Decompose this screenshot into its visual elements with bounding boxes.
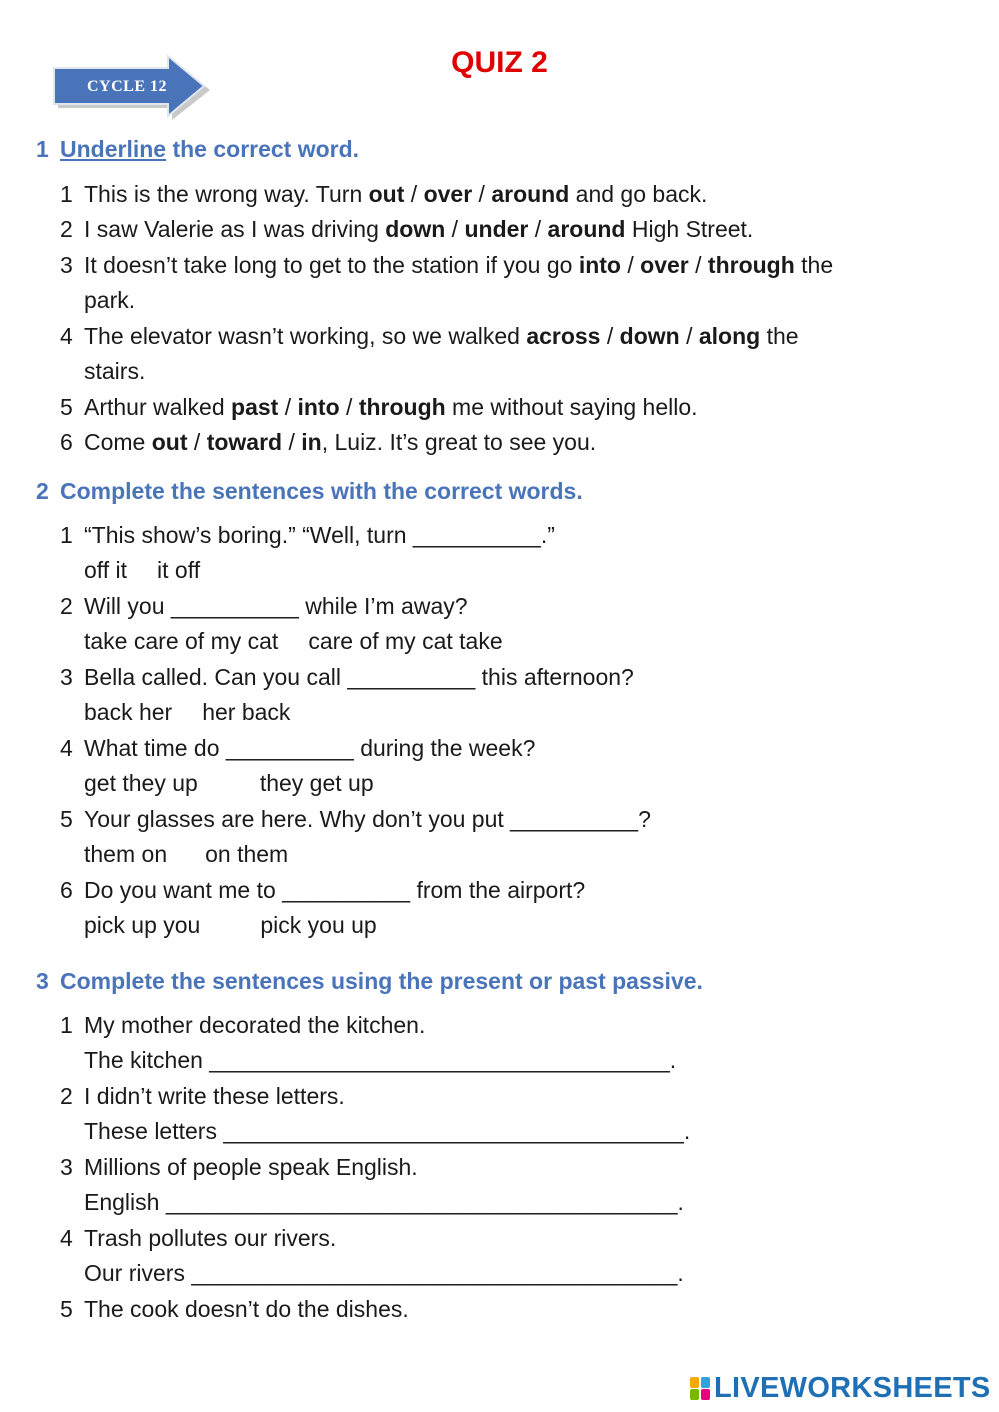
item-text: Come xyxy=(84,429,152,455)
word-option: out xyxy=(151,429,188,455)
word-option: into xyxy=(297,394,340,420)
option-separator: / xyxy=(282,429,302,455)
item-text: What time do __________ during the week? xyxy=(84,735,536,761)
item-number: 5 xyxy=(60,394,73,420)
item-text: I saw Valerie as I was driving xyxy=(84,216,386,242)
exercise-3-item xyxy=(60,1152,418,1182)
answer-options xyxy=(84,839,288,869)
item-number: 6 xyxy=(60,877,73,903)
heading-text: Complete the sentences using the present or past passive. xyxy=(60,968,703,994)
answer-option: take care of my cat xyxy=(84,628,279,654)
option-separator: / xyxy=(445,216,465,242)
word-option: out xyxy=(368,181,405,207)
item-number: 3 xyxy=(60,252,73,278)
word-option: into xyxy=(578,252,621,278)
item-number: 4 xyxy=(60,735,73,761)
heading-text: Complete the sentences with the correct words. xyxy=(60,478,583,504)
answer-options xyxy=(84,555,200,585)
answer-options xyxy=(84,626,503,656)
answer-option: pick you up xyxy=(260,912,377,938)
answer-option: her back xyxy=(202,699,291,725)
item-text: Do you want me to __________ from the airport? xyxy=(84,877,586,903)
exercise-1-item xyxy=(60,250,833,280)
item-text: Bella called. Can you call __________ this afternoon? xyxy=(84,664,634,690)
exercise-3-item xyxy=(60,1081,345,1111)
word-option: toward xyxy=(206,429,283,455)
word-option: through xyxy=(707,252,795,278)
item-number: 2 xyxy=(60,593,73,619)
word-option: across xyxy=(526,323,601,349)
answer-option: on them xyxy=(205,841,289,867)
word-option: around xyxy=(491,181,570,207)
option-separator: / xyxy=(528,216,548,242)
item-number: 2 xyxy=(60,216,73,242)
item-continuation: park. xyxy=(84,287,136,313)
word-option: down xyxy=(619,323,680,349)
liveworksheets-logo-icon xyxy=(690,1375,712,1401)
exercise-2-item xyxy=(60,733,535,763)
item-text: It doesn’t take long to get to the station if you go xyxy=(84,252,579,278)
answer-option: they get up xyxy=(259,770,374,796)
exercise-1-item xyxy=(60,321,799,351)
answer-option: them on xyxy=(84,841,168,867)
item-number: 3 xyxy=(60,664,73,690)
heading-text: the correct word. xyxy=(166,136,360,162)
option-separator: / xyxy=(472,181,492,207)
exercise-2-item xyxy=(60,591,468,621)
exercise-1-item xyxy=(60,179,707,209)
section-1-heading xyxy=(36,136,359,163)
item-text: the xyxy=(794,252,834,278)
item-text: My mother decorated the kitchen. xyxy=(84,1012,426,1038)
word-option: over xyxy=(640,252,689,278)
option-separator: / xyxy=(187,429,207,455)
answer-option: pick up you xyxy=(84,912,201,938)
word-option: along xyxy=(698,323,761,349)
option-separator: / xyxy=(278,394,298,420)
item-number: 6 xyxy=(60,429,73,455)
item-number: 1 xyxy=(60,181,73,207)
answer-option: get they up xyxy=(84,770,198,796)
liveworksheets-logo xyxy=(690,1370,991,1406)
exercise-1-item xyxy=(60,214,753,244)
item-text: Your glasses are here. Why don’t you put __________? xyxy=(84,806,651,832)
word-option: past xyxy=(231,394,279,420)
item-text: The cook doesn’t do the dishes. xyxy=(84,1296,409,1322)
answer-option: back her xyxy=(84,699,173,725)
exercise-2-item xyxy=(60,875,585,905)
answer-options xyxy=(84,697,290,727)
item-text: me without saying hello. xyxy=(445,394,698,420)
option-separator: / xyxy=(620,252,641,278)
answer-prompt: English ________________________________________. xyxy=(84,1189,684,1215)
item-text: “This show’s boring.” “Well, turn __________.” xyxy=(84,522,555,548)
item-number: 4 xyxy=(60,323,73,349)
logo-text: LIVEWORKSHEETS xyxy=(714,1371,991,1404)
item-text: Arthur walked xyxy=(84,394,232,420)
word-option: down xyxy=(385,216,446,242)
item-text: The elevator wasn’t working, so we walked xyxy=(84,323,527,349)
answer-prompt: The kitchen ____________________________________. xyxy=(84,1047,677,1073)
option-separator: / xyxy=(688,252,708,278)
exercise-1-item xyxy=(60,392,698,422)
word-option: through xyxy=(358,394,446,420)
item-text: , Luiz. It’s great to see you. xyxy=(321,429,597,455)
word-option: over xyxy=(423,181,473,207)
item-number: 5 xyxy=(60,806,73,832)
option-separator: / xyxy=(404,181,424,207)
answer-options xyxy=(84,768,374,798)
section-number: 2 xyxy=(36,478,49,504)
section-3-heading xyxy=(36,968,703,995)
section-2-heading xyxy=(36,478,583,505)
exercise-3-item xyxy=(60,1010,425,1040)
item-number: 1 xyxy=(60,1012,73,1038)
exercise-3-item xyxy=(60,1223,336,1253)
answer-option: it off xyxy=(157,557,201,583)
item-number: 5 xyxy=(60,1296,73,1322)
item-text: Will you __________ while I’m away? xyxy=(84,593,468,619)
answer-option: off it xyxy=(84,557,128,583)
page-title: QUIZ 2 xyxy=(451,46,548,79)
item-text: This is the wrong way. Turn xyxy=(84,181,369,207)
item-text: High Street. xyxy=(625,216,754,242)
answer-prompt: Our rivers ______________________________________. xyxy=(84,1260,684,1286)
item-text: I didn’t write these letters. xyxy=(84,1083,345,1109)
exercise-2-item xyxy=(60,804,651,834)
answer-option: care of my cat take xyxy=(308,628,503,654)
exercise-3-item xyxy=(60,1294,409,1324)
word-option: in xyxy=(301,429,322,455)
exercise-1-item xyxy=(60,427,596,457)
item-number: 3 xyxy=(60,1154,73,1180)
option-separator: / xyxy=(339,394,359,420)
option-separator: / xyxy=(679,323,699,349)
option-separator: / xyxy=(600,323,620,349)
cycle-badge-label: CYCLE 12 xyxy=(86,78,167,95)
answer-options xyxy=(84,910,377,940)
item-number: 2 xyxy=(60,1083,73,1109)
section-number: 1 xyxy=(36,136,49,162)
word-option: around xyxy=(547,216,626,242)
item-number: 1 xyxy=(60,522,73,548)
heading-underlined-word: Underline xyxy=(60,136,167,162)
item-continuation: stairs. xyxy=(84,358,146,384)
item-text: Trash pollutes our rivers. xyxy=(84,1225,337,1251)
exercise-2-item xyxy=(60,662,634,692)
answer-prompt: These letters ____________________________________. xyxy=(84,1118,691,1144)
item-text: Millions of people speak English. xyxy=(84,1154,418,1180)
item-number: 4 xyxy=(60,1225,73,1251)
item-text: the xyxy=(760,323,799,349)
item-text: and go back. xyxy=(569,181,708,207)
word-option: under xyxy=(464,216,529,242)
exercise-2-item xyxy=(60,520,555,550)
section-number: 3 xyxy=(36,968,49,994)
